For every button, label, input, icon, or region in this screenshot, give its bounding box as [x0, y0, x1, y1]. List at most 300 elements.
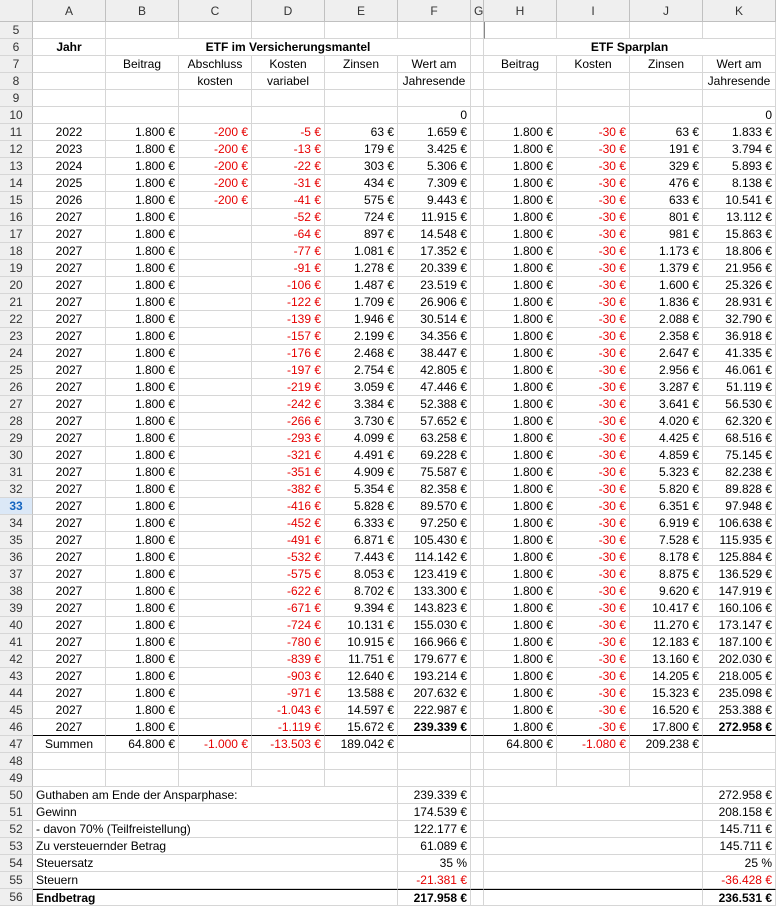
cell-kosten[interactable]: -30 € — [557, 430, 630, 447]
cell-zinsen[interactable]: 5.323 € — [630, 464, 703, 481]
cell-g[interactable] — [471, 838, 484, 855]
cell-beitrag[interactable]: 1.800 € — [106, 328, 179, 345]
cell-wert-jahresende[interactable]: 20.339 € — [398, 260, 471, 277]
cell-kosten[interactable]: -30 € — [557, 719, 630, 736]
cell-summen-label[interactable]: Summen — [33, 736, 106, 753]
cell-beitrag[interactable]: 1.800 € — [106, 260, 179, 277]
cell-summary-label[interactable]: Steuern — [33, 872, 398, 889]
cell-zinsen[interactable]: 11.270 € — [630, 617, 703, 634]
cell-wert-jahresende[interactable]: 3.425 € — [398, 141, 471, 158]
row-header[interactable]: 24 — [0, 345, 33, 362]
cell-jahr[interactable]: 2027 — [33, 226, 106, 243]
cell-kosten[interactable]: -30 € — [557, 413, 630, 430]
row-header[interactable]: 38 — [0, 583, 33, 600]
cell-abschlusskosten[interactable]: -200 € — [179, 192, 252, 209]
cell-g[interactable] — [471, 90, 484, 107]
cell-kosten-variabel[interactable]: -622 € — [252, 583, 325, 600]
cell-kosten-variabel[interactable]: -219 € — [252, 379, 325, 396]
cell-g[interactable] — [471, 872, 484, 889]
cell-zinsen[interactable]: 8.702 € — [325, 583, 398, 600]
cell-wert-jahresende[interactable]: 7.309 € — [398, 175, 471, 192]
cell-h[interactable] — [484, 838, 703, 855]
cell-beitrag[interactable]: 1.800 € — [484, 192, 557, 209]
column-header-i[interactable]: I — [557, 0, 630, 22]
cell-c[interactable] — [179, 107, 252, 124]
cell-wert-jahresende[interactable]: 28.931 € — [703, 294, 776, 311]
cell-g[interactable] — [471, 787, 484, 804]
cell-abschlusskosten[interactable] — [179, 702, 252, 719]
row-header[interactable]: 54 — [0, 855, 33, 872]
cell-kosten-variabel[interactable]: -176 € — [252, 345, 325, 362]
cell-jahr[interactable]: 2027 — [33, 515, 106, 532]
cell-beitrag[interactable]: 1.800 € — [484, 634, 557, 651]
cell-kosten[interactable]: -30 € — [557, 294, 630, 311]
cell-c[interactable] — [179, 753, 252, 770]
cell-kosten[interactable]: -30 € — [557, 668, 630, 685]
cell-g[interactable] — [471, 668, 484, 685]
cell-h[interactable] — [484, 855, 703, 872]
cell-abschlusskosten[interactable] — [179, 719, 252, 736]
cell-zinsen[interactable]: 2.199 € — [325, 328, 398, 345]
cell-abschlusskosten[interactable] — [179, 515, 252, 532]
cell-g[interactable] — [471, 566, 484, 583]
cell-wert-jahresende[interactable]: 218.005 € — [703, 668, 776, 685]
cell-e[interactable] — [325, 73, 398, 90]
cell-g[interactable] — [471, 549, 484, 566]
cell-h[interactable] — [484, 889, 703, 906]
cell-zinsen[interactable]: 15.323 € — [630, 685, 703, 702]
cell-beitrag[interactable]: 1.800 € — [106, 413, 179, 430]
cell-kosten-variabel[interactable]: -452 € — [252, 515, 325, 532]
cell-beitrag[interactable]: 1.800 € — [106, 362, 179, 379]
cell-wert-jahresende[interactable]: 1.833 € — [703, 124, 776, 141]
cell-beitrag[interactable]: 1.800 € — [484, 566, 557, 583]
cell-kosten[interactable]: -30 € — [557, 566, 630, 583]
cell-beitrag[interactable]: 1.800 € — [106, 294, 179, 311]
cell-beitrag[interactable]: 1.800 € — [484, 430, 557, 447]
cell-zinsen[interactable]: 3.730 € — [325, 413, 398, 430]
cell-zinsen[interactable]: 8.178 € — [630, 549, 703, 566]
cell-f[interactable] — [398, 736, 471, 753]
cell-summary-sparplan[interactable]: 272.958 € — [703, 787, 776, 804]
cell-zinsen[interactable]: 476 € — [630, 175, 703, 192]
cell-abschlusskosten[interactable] — [179, 600, 252, 617]
cell-beitrag[interactable]: 1.800 € — [106, 583, 179, 600]
cell-start-value[interactable]: 0 — [398, 107, 471, 124]
cell-kosten[interactable]: -30 € — [557, 260, 630, 277]
cell-abschlusskosten[interactable] — [179, 362, 252, 379]
cell-f[interactable] — [398, 90, 471, 107]
cell-zinsen[interactable]: 179 € — [325, 141, 398, 158]
cell-summary-label[interactable]: - davon 70% (Teilfreistellung) — [33, 821, 398, 838]
cell-wert-jahresende[interactable]: 105.430 € — [398, 532, 471, 549]
cell-wert-jahresende[interactable]: 193.214 € — [398, 668, 471, 685]
header-variabel[interactable]: variabel — [252, 73, 325, 90]
cell-abschlusskosten[interactable] — [179, 617, 252, 634]
cell-jahr[interactable]: 2027 — [33, 481, 106, 498]
cell-beitrag[interactable]: 1.800 € — [106, 600, 179, 617]
cell-jahr[interactable]: 2025 — [33, 175, 106, 192]
cell-g[interactable] — [471, 430, 484, 447]
cell-k[interactable] — [703, 22, 776, 39]
cell-abschlusskosten[interactable] — [179, 277, 252, 294]
cell-wert-jahresende[interactable]: 8.138 € — [703, 175, 776, 192]
cell-zinsen[interactable]: 2.956 € — [630, 362, 703, 379]
cell-wert-jahresende[interactable]: 68.516 € — [703, 430, 776, 447]
row-header[interactable]: 19 — [0, 260, 33, 277]
cell-wert-jahresende[interactable]: 202.030 € — [703, 651, 776, 668]
row-header[interactable]: 30 — [0, 447, 33, 464]
cell-h[interactable] — [484, 753, 557, 770]
cell-kosten[interactable]: -30 € — [557, 243, 630, 260]
cell-k[interactable] — [703, 736, 776, 753]
cell-wert-jahresende[interactable]: 160.106 € — [703, 600, 776, 617]
cell-b[interactable] — [106, 753, 179, 770]
cell-abschlusskosten[interactable] — [179, 685, 252, 702]
cell-kosten[interactable]: -30 € — [557, 396, 630, 413]
cell-zinsen[interactable]: 2.647 € — [630, 345, 703, 362]
cell-kosten-variabel[interactable]: -64 € — [252, 226, 325, 243]
row-header[interactable]: 9 — [0, 90, 33, 107]
cell-beitrag[interactable]: 1.800 € — [484, 515, 557, 532]
cell-zinsen[interactable]: 3.384 € — [325, 396, 398, 413]
cell-abschlusskosten[interactable] — [179, 498, 252, 515]
cell-beitrag[interactable]: 1.800 € — [484, 243, 557, 260]
cell-jahr[interactable]: 2027 — [33, 277, 106, 294]
cell-g[interactable] — [471, 702, 484, 719]
cell-abschlusskosten[interactable]: -200 € — [179, 141, 252, 158]
row-header[interactable]: 40 — [0, 617, 33, 634]
cell-abschlusskosten[interactable] — [179, 583, 252, 600]
cell-wert-jahresende[interactable]: 9.443 € — [398, 192, 471, 209]
cell-jahr[interactable]: 2022 — [33, 124, 106, 141]
header-kosten[interactable]: Kosten — [252, 56, 325, 73]
cell-sum-beitrag[interactable]: 64.800 € — [484, 736, 557, 753]
cell-zinsen[interactable]: 12.640 € — [325, 668, 398, 685]
cell-kosten[interactable]: -30 € — [557, 651, 630, 668]
cell-kosten-variabel[interactable]: -491 € — [252, 532, 325, 549]
cell-g[interactable] — [471, 753, 484, 770]
cell-beitrag[interactable]: 1.800 € — [106, 209, 179, 226]
cell-kosten-variabel[interactable]: -671 € — [252, 600, 325, 617]
cell-zinsen[interactable]: 4.099 € — [325, 430, 398, 447]
cell-g[interactable] — [471, 498, 484, 515]
cell-kosten[interactable]: -30 € — [557, 192, 630, 209]
cell-wert-jahresende[interactable]: 179.677 € — [398, 651, 471, 668]
row-header[interactable]: 21 — [0, 294, 33, 311]
cell-wert-jahresende[interactable]: 136.529 € — [703, 566, 776, 583]
cell-kosten-variabel[interactable]: -293 € — [252, 430, 325, 447]
cell-summary-versicherung[interactable]: 122.177 € — [398, 821, 471, 838]
cell-wert-jahresende[interactable]: 82.238 € — [703, 464, 776, 481]
cell-kosten[interactable]: -30 € — [557, 617, 630, 634]
cell-beitrag[interactable]: 1.800 € — [106, 158, 179, 175]
cell-zinsen[interactable]: 1.946 € — [325, 311, 398, 328]
row-header[interactable]: 15 — [0, 192, 33, 209]
cell-kosten[interactable]: -30 € — [557, 379, 630, 396]
cell-zinsen[interactable]: 3.641 € — [630, 396, 703, 413]
cell-zinsen[interactable]: 17.800 € — [630, 719, 703, 736]
cell-j[interactable] — [630, 753, 703, 770]
cell-b[interactable] — [106, 90, 179, 107]
cell-beitrag[interactable]: 1.800 € — [106, 702, 179, 719]
cell-abschlusskosten[interactable] — [179, 447, 252, 464]
cell-beitrag[interactable]: 1.800 € — [484, 600, 557, 617]
cell-zinsen[interactable]: 897 € — [325, 226, 398, 243]
cell-abschlusskosten[interactable] — [179, 328, 252, 345]
cell-kosten[interactable]: -30 € — [557, 583, 630, 600]
cell-zinsen[interactable]: 2.088 € — [630, 311, 703, 328]
cell-g[interactable] — [471, 243, 484, 260]
cell-zinsen[interactable]: 9.620 € — [630, 583, 703, 600]
cell-beitrag[interactable]: 1.800 € — [106, 447, 179, 464]
cell-zinsen[interactable]: 13.160 € — [630, 651, 703, 668]
cell-zinsen[interactable]: 981 € — [630, 226, 703, 243]
cell-jahr[interactable]: 2027 — [33, 294, 106, 311]
cell-zinsen[interactable]: 4.859 € — [630, 447, 703, 464]
cell-beitrag[interactable]: 1.800 € — [484, 617, 557, 634]
cell-abschlusskosten[interactable] — [179, 430, 252, 447]
cell-jahr[interactable]: 2027 — [33, 498, 106, 515]
column-header-f[interactable]: F — [398, 0, 471, 22]
cell-kosten-variabel[interactable]: -139 € — [252, 311, 325, 328]
row-header[interactable]: 26 — [0, 379, 33, 396]
cell-wert-jahresende[interactable]: 47.446 € — [398, 379, 471, 396]
cell-g[interactable] — [471, 804, 484, 821]
cell-beitrag[interactable]: 1.800 € — [484, 124, 557, 141]
cell-beitrag[interactable]: 1.800 € — [484, 413, 557, 430]
cell-a[interactable] — [33, 107, 106, 124]
cell-beitrag[interactable]: 1.800 € — [484, 651, 557, 668]
cell-kosten-variabel[interactable]: -839 € — [252, 651, 325, 668]
cell-kosten[interactable]: -30 € — [557, 328, 630, 345]
row-header[interactable]: 27 — [0, 396, 33, 413]
cell-wert-jahresende[interactable]: 97.250 € — [398, 515, 471, 532]
cell-beitrag[interactable]: 1.800 € — [484, 481, 557, 498]
cell-kosten-variabel[interactable]: -351 € — [252, 464, 325, 481]
cell-g[interactable] — [471, 56, 484, 73]
cell-kosten-variabel[interactable]: -31 € — [252, 175, 325, 192]
cell-h[interactable] — [484, 787, 703, 804]
cell-wert-jahresende[interactable]: 14.548 € — [398, 226, 471, 243]
cell-kosten[interactable]: -30 € — [557, 141, 630, 158]
cell-summary-versicherung[interactable]: 174.539 € — [398, 804, 471, 821]
cell-g[interactable] — [471, 328, 484, 345]
cell-abschlusskosten[interactable]: -200 € — [179, 175, 252, 192]
cell-d[interactable] — [252, 90, 325, 107]
cell-abschlusskosten[interactable] — [179, 549, 252, 566]
cell-abschlusskosten[interactable] — [179, 668, 252, 685]
header-zinsen[interactable]: Zinsen — [325, 56, 398, 73]
cell-zinsen[interactable]: 2.754 € — [325, 362, 398, 379]
header-jahr[interactable]: Jahr — [33, 39, 106, 56]
cell-wert-jahresende[interactable]: 89.828 € — [703, 481, 776, 498]
cell-beitrag[interactable]: 1.800 € — [106, 617, 179, 634]
row-header[interactable]: 46 — [0, 719, 33, 736]
cell-abschlusskosten[interactable] — [179, 243, 252, 260]
cell-summary-sparplan[interactable]: 25 % — [703, 855, 776, 872]
cell-zinsen[interactable]: 9.394 € — [325, 600, 398, 617]
header-wert[interactable]: Wert am — [398, 56, 471, 73]
cell-abschlusskosten[interactable] — [179, 566, 252, 583]
cell-g[interactable] — [471, 158, 484, 175]
cell-summary-versicherung[interactable]: 239.339 € — [398, 787, 471, 804]
cell-zinsen[interactable]: 2.468 € — [325, 345, 398, 362]
cell-g[interactable] — [471, 107, 484, 124]
cell-beitrag[interactable]: 1.800 € — [484, 328, 557, 345]
cell-abschlusskosten[interactable] — [179, 209, 252, 226]
column-header-h[interactable]: H — [484, 0, 557, 22]
cell-g[interactable] — [471, 515, 484, 532]
cell-d[interactable] — [252, 753, 325, 770]
cell-h[interactable] — [484, 107, 557, 124]
cell-zinsen[interactable]: 1.379 € — [630, 260, 703, 277]
cell-abschlusskosten[interactable] — [179, 294, 252, 311]
cell-a[interactable] — [33, 56, 106, 73]
header-zinsen[interactable]: Zinsen — [630, 56, 703, 73]
cell-zinsen[interactable]: 4.909 € — [325, 464, 398, 481]
row-header[interactable]: 47 — [0, 736, 33, 753]
cell-kosten-variabel[interactable]: -903 € — [252, 668, 325, 685]
row-header[interactable]: 45 — [0, 702, 33, 719]
cell-beitrag[interactable]: 1.800 € — [484, 498, 557, 515]
cell-beitrag[interactable]: 1.800 € — [106, 379, 179, 396]
row-header[interactable]: 53 — [0, 838, 33, 855]
row-header[interactable]: 42 — [0, 651, 33, 668]
cell-c[interactable] — [179, 22, 252, 39]
cell-c[interactable] — [179, 90, 252, 107]
cell-i[interactable] — [557, 753, 630, 770]
cell-g[interactable] — [471, 73, 484, 90]
cell-g[interactable] — [471, 294, 484, 311]
cell-jahr[interactable]: 2027 — [33, 209, 106, 226]
cell-g[interactable] — [471, 141, 484, 158]
cell-summary-sparplan[interactable]: 208.158 € — [703, 804, 776, 821]
cell-h[interactable] — [484, 90, 557, 107]
cell-kosten-variabel[interactable]: -122 € — [252, 294, 325, 311]
row-header[interactable]: 36 — [0, 549, 33, 566]
cell-jahr[interactable]: 2027 — [33, 617, 106, 634]
cell-wert-jahresende[interactable]: 26.906 € — [398, 294, 471, 311]
cell-e[interactable] — [325, 90, 398, 107]
cell-wert-jahresende[interactable]: 187.100 € — [703, 634, 776, 651]
cell-beitrag[interactable]: 1.800 € — [484, 583, 557, 600]
cell-wert-jahresende[interactable]: 1.659 € — [398, 124, 471, 141]
column-header-d[interactable]: D — [252, 0, 325, 22]
row-header[interactable]: 37 — [0, 566, 33, 583]
cell-zinsen[interactable]: 10.417 € — [630, 600, 703, 617]
cell-k[interactable] — [703, 753, 776, 770]
cell-zinsen[interactable]: 303 € — [325, 158, 398, 175]
cell-beitrag[interactable]: 1.800 € — [484, 464, 557, 481]
row-header[interactable]: 10 — [0, 107, 33, 124]
cell-zinsen[interactable]: 191 € — [630, 141, 703, 158]
cell-beitrag[interactable]: 1.800 € — [106, 549, 179, 566]
cell-sum-beitrag[interactable]: 64.800 € — [106, 736, 179, 753]
cell-jahr[interactable]: 2027 — [33, 532, 106, 549]
cell-wert-jahresende[interactable]: 17.352 € — [398, 243, 471, 260]
row-header[interactable]: 17 — [0, 226, 33, 243]
cell-j[interactable] — [630, 770, 703, 787]
cell-d[interactable] — [252, 22, 325, 39]
cell-wert-jahresende[interactable]: 34.356 € — [398, 328, 471, 345]
cell-wert-jahresende[interactable]: 18.806 € — [703, 243, 776, 260]
cell-jahr[interactable]: 2027 — [33, 651, 106, 668]
cell-jahr[interactable]: 2027 — [33, 685, 106, 702]
cell-g[interactable] — [471, 532, 484, 549]
cell-g[interactable] — [471, 651, 484, 668]
cell-g[interactable] — [471, 719, 484, 736]
cell-wert-jahresende[interactable]: 32.790 € — [703, 311, 776, 328]
cell-abschlusskosten[interactable] — [179, 464, 252, 481]
cell-zinsen[interactable]: 7.443 € — [325, 549, 398, 566]
cell-zinsen[interactable]: 1.836 € — [630, 294, 703, 311]
cell-g[interactable] — [471, 209, 484, 226]
cell-wert-jahresende[interactable]: 155.030 € — [398, 617, 471, 634]
cell-h[interactable] — [484, 770, 557, 787]
cell-jahr[interactable]: 2027 — [33, 328, 106, 345]
cell-g[interactable] — [471, 226, 484, 243]
cell-a[interactable] — [33, 73, 106, 90]
cell-zinsen[interactable]: 14.597 € — [325, 702, 398, 719]
cell-beitrag[interactable]: 1.800 € — [106, 719, 179, 736]
cell-kosten-variabel[interactable]: -22 € — [252, 158, 325, 175]
cell-kosten[interactable]: -30 € — [557, 362, 630, 379]
cell-zinsen[interactable]: 12.183 € — [630, 634, 703, 651]
cell-beitrag[interactable]: 1.800 € — [106, 141, 179, 158]
cell-jahr[interactable]: 2023 — [33, 141, 106, 158]
cell-wert-jahresende[interactable]: 133.300 € — [398, 583, 471, 600]
cell-jahr[interactable]: 2027 — [33, 260, 106, 277]
cell-beitrag[interactable]: 1.800 € — [484, 175, 557, 192]
column-header-j[interactable]: J — [630, 0, 703, 22]
cell-beitrag[interactable]: 1.800 € — [106, 175, 179, 192]
cell-wert-jahresende[interactable]: 41.335 € — [703, 345, 776, 362]
cell-summary-sparplan[interactable]: 236.531 € — [703, 889, 776, 906]
row-header[interactable]: 31 — [0, 464, 33, 481]
cell-wert-jahresende[interactable]: 89.570 € — [398, 498, 471, 515]
cell-abschlusskosten[interactable]: -200 € — [179, 124, 252, 141]
cell-summary-sparplan[interactable]: 145.711 € — [703, 821, 776, 838]
cell-zinsen[interactable]: 5.354 € — [325, 481, 398, 498]
cell-wert-jahresende[interactable]: 115.935 € — [703, 532, 776, 549]
cell-wert-jahresende[interactable]: 25.326 € — [703, 277, 776, 294]
cell-a[interactable] — [33, 90, 106, 107]
cell-wert-jahresende[interactable]: 75.587 € — [398, 464, 471, 481]
cell-zinsen[interactable]: 6.919 € — [630, 515, 703, 532]
cell-jahr[interactable]: 2027 — [33, 345, 106, 362]
cell-wert-jahresende[interactable]: 30.514 € — [398, 311, 471, 328]
cell-jahr[interactable]: 2027 — [33, 600, 106, 617]
row-header[interactable]: 5 — [0, 22, 33, 39]
cell-wert-jahresende[interactable]: 36.918 € — [703, 328, 776, 345]
cell-kosten-variabel[interactable]: -5 € — [252, 124, 325, 141]
row-header[interactable]: 23 — [0, 328, 33, 345]
header-group-versicherungsmantel[interactable]: ETF im Versicherungsmantel — [106, 39, 471, 56]
cell-kosten[interactable]: -30 € — [557, 549, 630, 566]
cell-beitrag[interactable]: 1.800 € — [106, 566, 179, 583]
cell-f[interactable] — [398, 753, 471, 770]
cell-beitrag[interactable]: 1.800 € — [484, 311, 557, 328]
row-header[interactable]: 8 — [0, 73, 33, 90]
cell-beitrag[interactable]: 1.800 € — [484, 345, 557, 362]
cell-zinsen[interactable]: 1.709 € — [325, 294, 398, 311]
cell-beitrag[interactable]: 1.800 € — [106, 345, 179, 362]
cell-zinsen[interactable]: 15.672 € — [325, 719, 398, 736]
cell-jahr[interactable]: 2027 — [33, 549, 106, 566]
cell-wert-jahresende[interactable]: 106.638 € — [703, 515, 776, 532]
cell-kosten[interactable]: -30 € — [557, 447, 630, 464]
